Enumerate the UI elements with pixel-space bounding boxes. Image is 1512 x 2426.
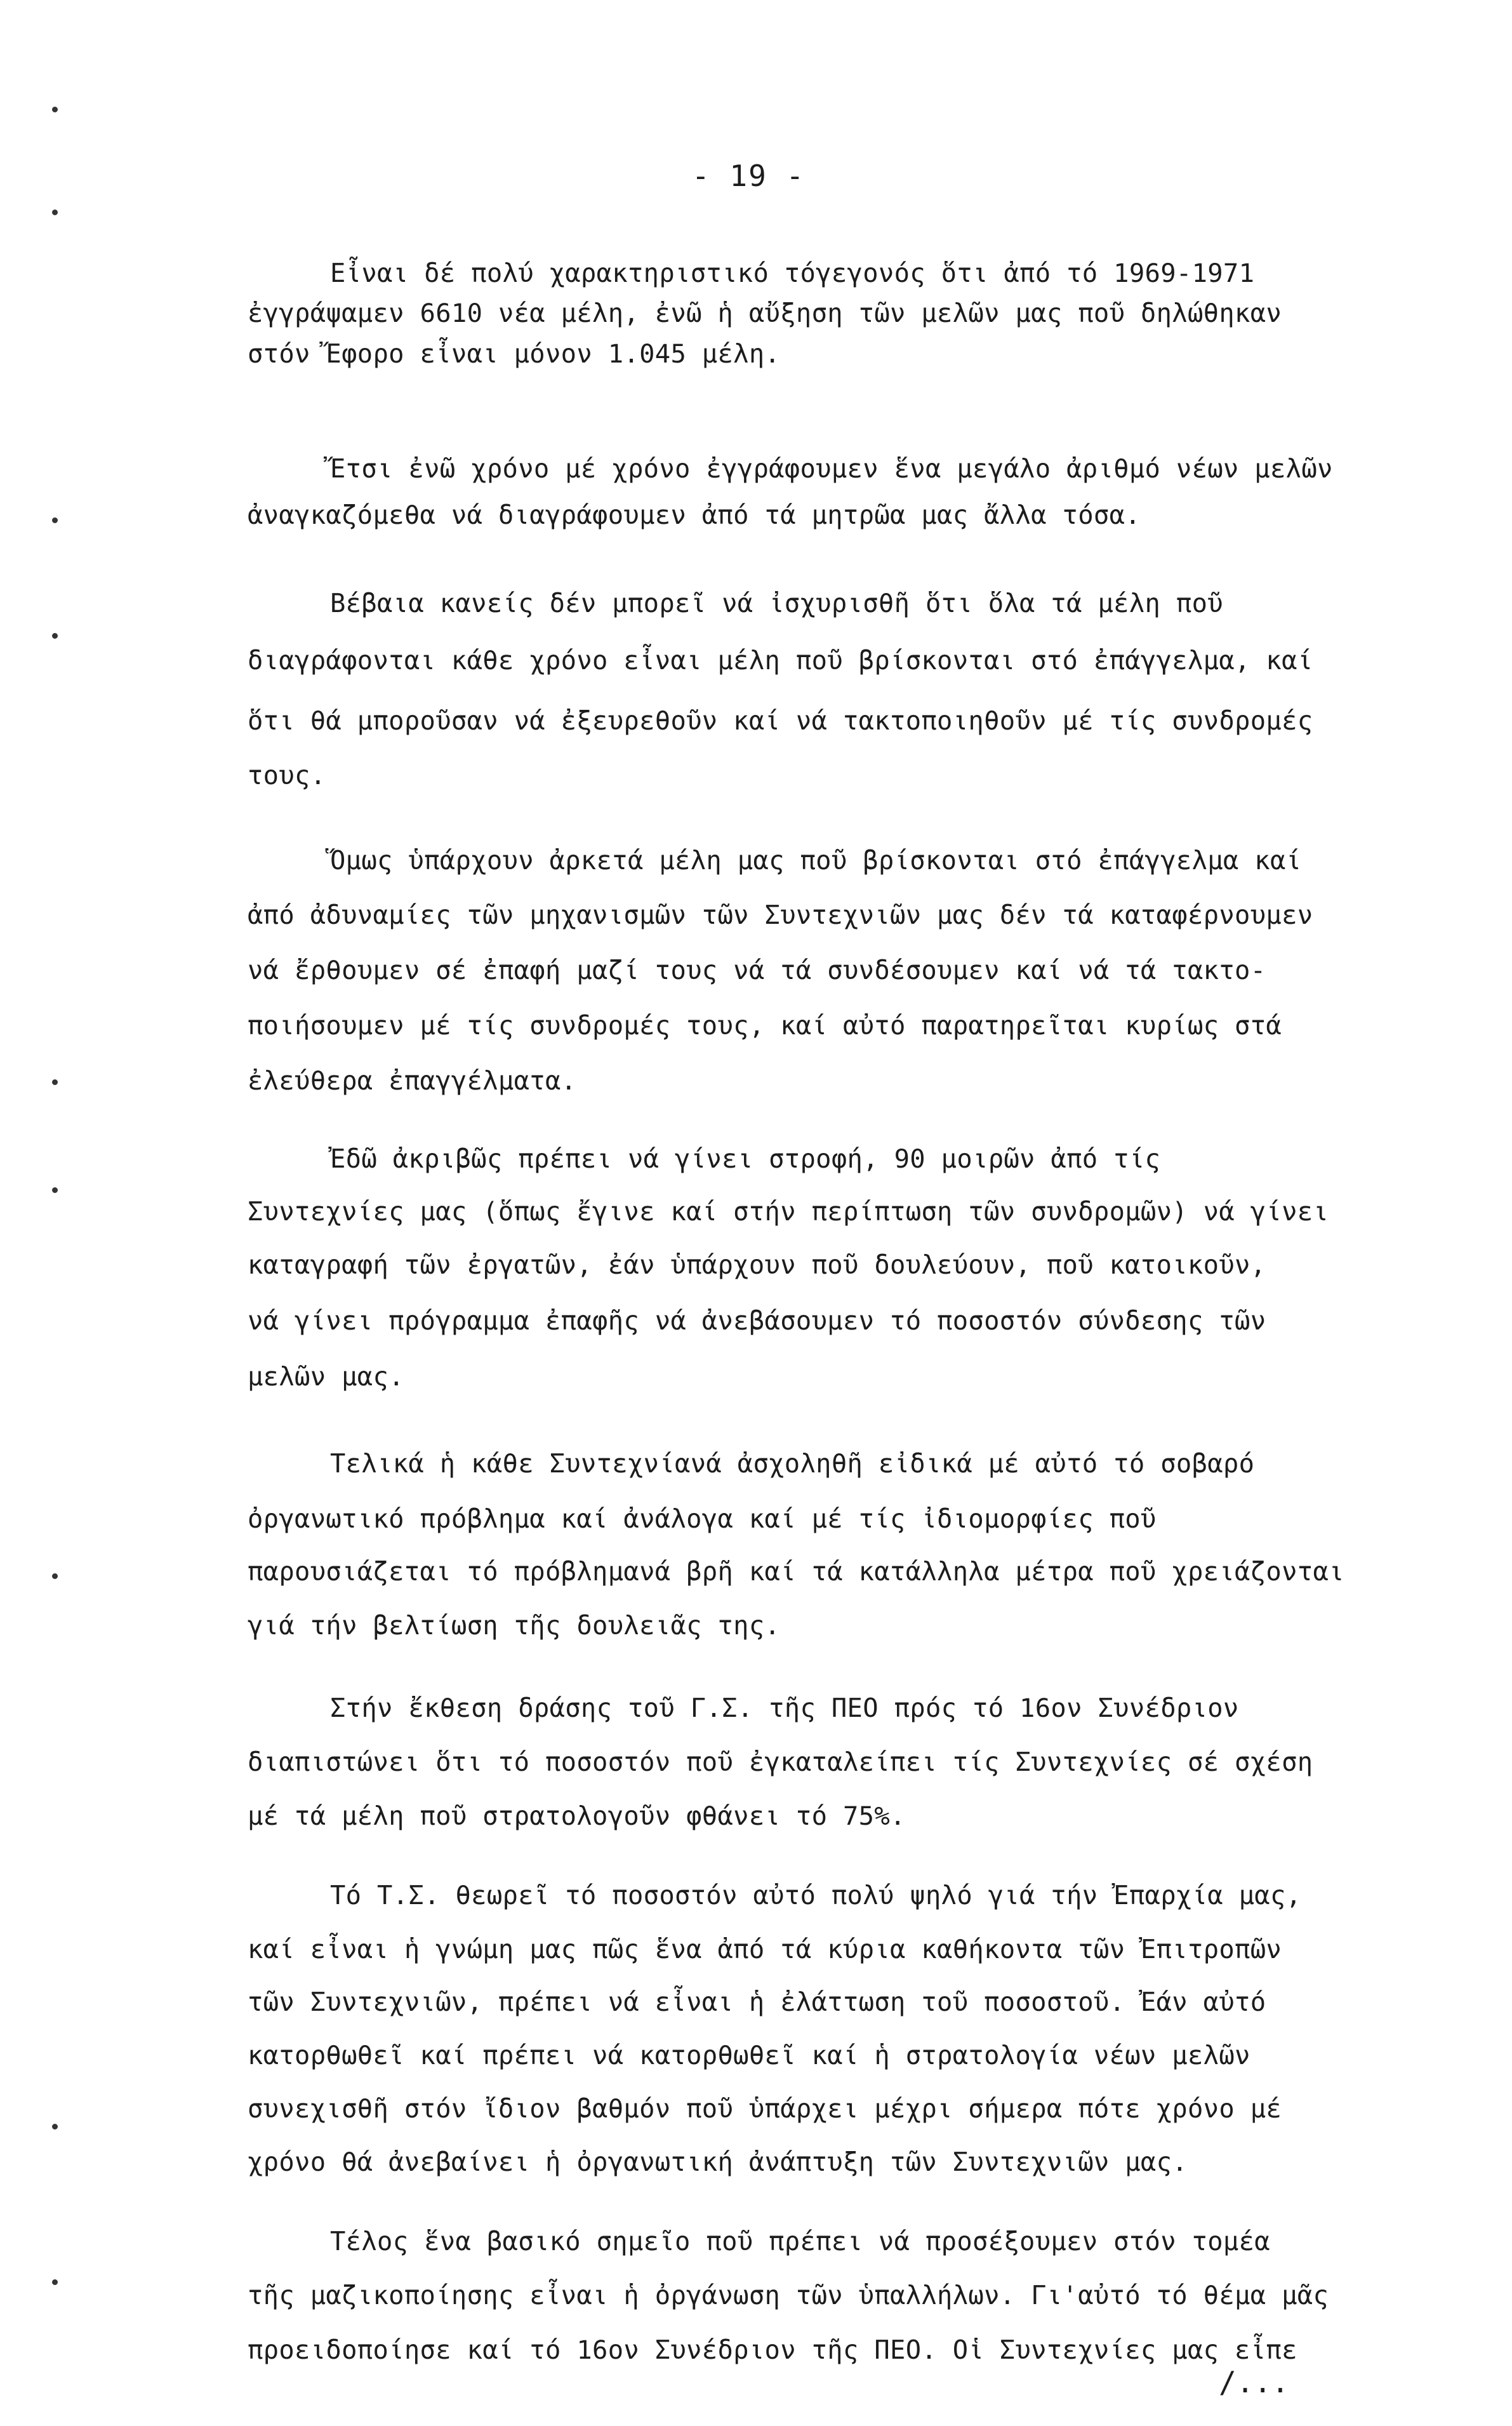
margin-mark [52,107,58,112]
text-line: ἐγγράψαμεν 6610 νέα μέλη, ἐνῶ ἡ αὔξηση τῶν μελῶν μας ποῦ δηλώθηκαν [248,298,1282,328]
text-line: Συντεχνίες μας (ὅπως ἔγινε καί στήν περίπτωση τῶν συνδρομῶν) νά γίνει [248,1196,1329,1227]
text-line: Τέλος ἕνα βασικό σημεῖο ποῦ πρέπει νά προσέξουμεν στόν τομέα [330,2226,1270,2256]
text-line: διαγράφονται κάθε χρόνο εἶναι μέλη ποῦ βρίσκονται στό ἐπάγγελμα, καί [248,645,1313,676]
continuation-mark: /... [1219,2365,1289,2399]
text-line: ἀπό ἀδυναμίες τῶν μηχανισμῶν τῶν Συντεχνιῶν μας δέν τά καταφέρνουμεν [248,900,1313,930]
text-line: ὅτι θά μποροῦσαν νά ἐξευρεθοῦν καί νά τακτοποιηθοῦν μέ τίς συνδρομές [248,705,1313,736]
text-line: καί εἶναι ἡ γνώμη μας πῶς ἕνα ἀπό τά κύρια καθήκοντα τῶν Ἐπιτροπῶν [248,1934,1282,1964]
text-line: καταγραφή τῶν ἐργατῶν, ἐάν ὑπάρχουν ποῦ δουλεύουν, ποῦ κατοικοῦν, [248,1250,1266,1280]
margin-mark [52,2279,58,2285]
page-number: - 19 - [692,159,806,193]
margin-mark [52,517,58,523]
text-line: Ὅμως ὑπάρχουν ἀρκετά μέλη μας ποῦ βρίσκονται στό ἐπάγγελμα καί [330,845,1302,876]
text-line: ὀργανωτικό πρόβλημα καί ἀνάλογα καί μέ τίς ἰδιομορφίες ποῦ [248,1503,1157,1534]
text-line: τους. [248,760,326,790]
text-line: Τελικά ἡ κάθε Συντεχνίανά ἀσχοληθῆ εἰδικά μέ αὐτό τό σοβαρό [330,1448,1255,1479]
text-line: συνεχισθῆ στόν ἴδιον βαθμόν ποῦ ὑπάρχει μέχρι σήμερα πότε χρόνο μέ [248,2093,1282,2124]
margin-mark [52,633,58,639]
text-line: Εἶναι δέ πολύ χαρακτηριστικό τόγεγονός ὅτι ἀπό τό 1969-1971 [330,258,1255,288]
text-line: τῆς μαζικοποίησης εἶναι ἡ ὀργάνωση τῶν ὑπαλλήλων. Γι'αὐτό τό θέμα μᾶς [248,2280,1329,2310]
text-line: διαπιστώνει ὅτι τό ποσοστόν ποῦ ἐγκαταλείπει τίς Συντεχνίες σέ σχέση [248,1747,1313,1777]
text-line: κατορθωθεῖ καί πρέπει νά κατορθωθεῖ καί ἡ στρατολογία νέων μελῶν [248,2040,1250,2070]
text-line: ἐλεύθερα ἐπαγγέλματα. [248,1065,577,1096]
margin-mark [52,1573,58,1579]
text-line: νά γίνει πρόγραμμα ἐπαφῆς νά ἀνεβάσουμεν τό ποσοστόν σύνδεσης τῶν [248,1305,1266,1336]
text-line: τῶν Συντεχνιῶν, πρέπει νά εἶναι ἡ ἐλάττωση τοῦ ποσοστοῦ. Ἐάν αὐτό [248,1987,1266,2017]
text-line: χρόνο θά ἀνεβαίνει ἡ ὀργανωτική ἀνάπτυξη τῶν Συντεχνιῶν μας. [248,2147,1188,2177]
text-line: νά ἔρθουμεν σέ ἐπαφή μαζί τους νά τά συνδέσουμεν καί νά τά τακτο- [248,955,1266,985]
text-line: ἀναγκαζόμεθα νά διαγράφουμεν ἀπό τά μητρῶα μας ἄλλα τόσα. [248,500,1141,530]
margin-mark [52,1079,58,1085]
text-line: στόν Ἔφορο εἶναι μόνον 1.045 μέλη. [248,338,781,369]
text-line: ποιήσουμεν μέ τίς συνδρομές τους, καί αὐτό παρατηρεῖται κυρίως στά [248,1010,1282,1041]
margin-mark [52,1187,58,1193]
margin-mark [52,2124,58,2129]
text-line: μελῶν μας. [248,1361,404,1392]
margin-mark [52,210,58,215]
text-line: μέ τά μέλη ποῦ στρατολογοῦν φθάνει τό 75%. [248,1801,906,1831]
text-line: Τό Τ.Σ. θεωρεῖ τό ποσοστόν αὐτό πολύ ψηλό γιά τήν Ἐπαρχία μας, [330,1880,1302,1910]
text-line: Στήν ἔκθεση δράσης τοῦ Γ.Σ. τῆς ΠΕΟ πρός τό 16ον Συνέδριον [330,1693,1239,1723]
text-line: Ἐδῶ ἀκριβῶς πρέπει νά γίνει στροφή, 90 μοιρῶν ἀπό τίς [330,1143,1161,1174]
text-line: παρουσιάζεται τό πρόβλημανά βρῆ καί τά κατάλληλα μέτρα ποῦ χρειάζονται [248,1556,1344,1587]
text-line: Ἔτσι ἐνῶ χρόνο μέ χρόνο ἐγγράφουμεν ἕνα μεγάλο ἀριθμό νέων μελῶν [330,453,1333,484]
text-line: Βέβαια κανείς δέν μπορεῖ νά ἰσχυρισθῆ ὅτι ὅλα τά μέλη ποῦ [330,588,1223,618]
text-line: προειδοποίησε καί τό 16ον Συνέδριον τῆς ΠΕΟ. Οἱ Συντεχνίες μας εἶπε [248,2335,1297,2365]
text-line: γιά τήν βελτίωση τῆς δουλειᾶς της. [248,1610,781,1641]
